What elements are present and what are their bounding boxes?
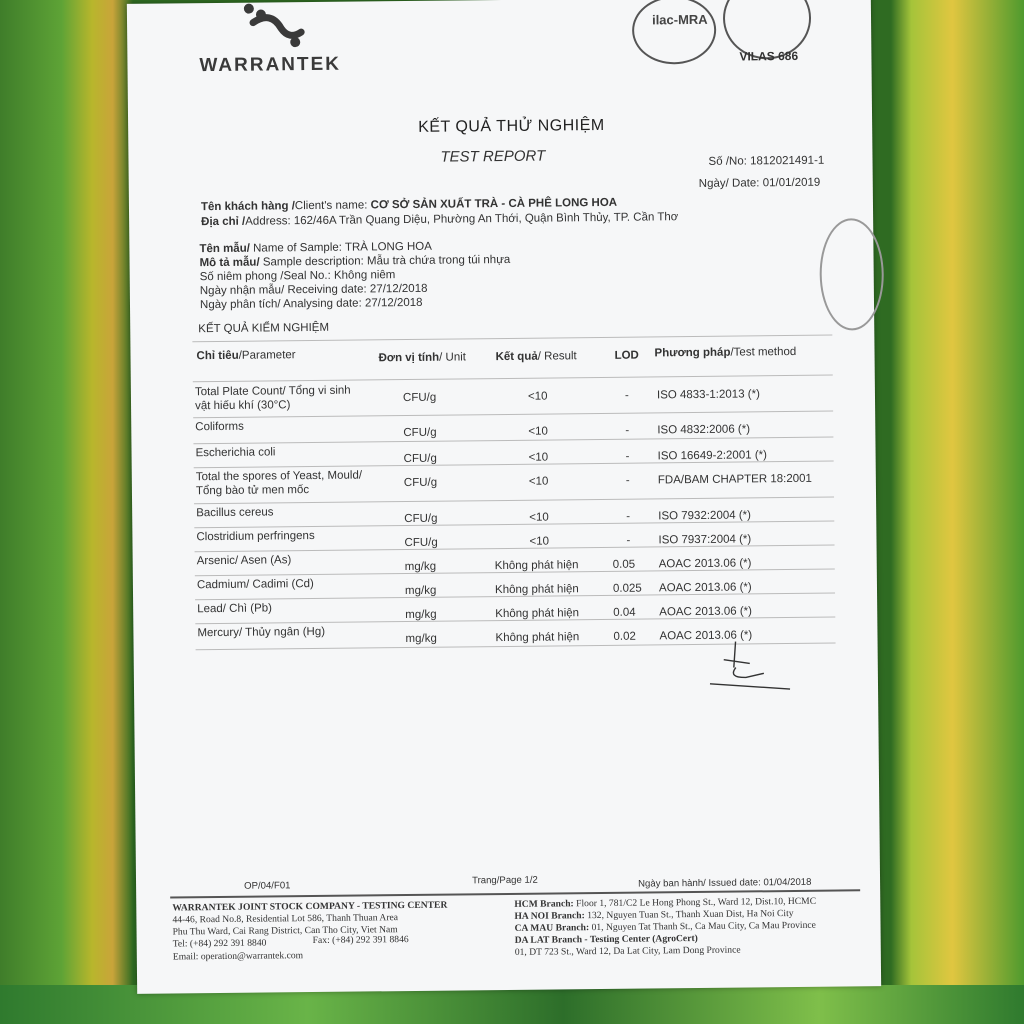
method-cell: AOAC 2013.06 (*) [658,581,752,595]
method-cell: ISO 7932:2004 (*) [658,509,751,523]
footer-hanoi-branch: HA NOI Branch: 132, Nguyen Tuan St., Thanh Xuan Dist, Ha Noi City [514,907,794,922]
lod-cell: - [626,534,631,547]
method-cell: AOAC 2013.06 (*) [659,629,753,643]
vilas-label: VILAS 686 [739,48,799,64]
parameter-cell: Total Plate Count/ Tổng vi sinh [194,384,351,399]
method-cell: ISO 4833-1:2013 (*) [656,388,760,402]
parameter-cell: Lead/ Chì (Pb) [197,602,273,616]
results-section-title: KẾT QUẢ KIỂM NGHIỆM [198,321,330,336]
unit-cell: CFU/g [403,476,438,490]
sample-analysing-line: Ngày phân tích/ Analysing date: 27/12/2018 [199,296,423,312]
issued-date: Ngày ban hành/ Issued date: 01/04/2018 [638,876,812,890]
parameter-cell: Bacillus cereus [196,506,274,520]
unit-cell: CFU/g [403,426,437,440]
result-cell: Không phát hiện [495,607,580,621]
parameter-cell-line2: Tổng bào tử men mốc [195,484,310,498]
table-divider [192,335,832,343]
parameter-cell: Cadmium/ Cadimi (Cd) [196,577,314,592]
footer-address-1: 44-46, Road No.8, Residential Lot 586, Thanh Thuan Area [172,912,399,926]
parameter-cell: Escherichia coli [195,446,276,460]
result-cell: <10 [529,511,549,524]
method-cell: ISO 16649-2:2001 (*) [657,449,767,463]
warrantek-logo-icon [235,2,307,49]
parameter-cell-line2: vật hiếu khí (30°C) [194,399,291,413]
unit-cell: CFU/g [402,391,437,405]
report-date: Ngày/ Date: 01/01/2019 [698,176,821,190]
table-row-divider [194,461,834,469]
method-cell: FDA/BAM CHAPTER 18:2001 [657,472,812,487]
side-stamp [819,218,884,331]
method-cell: ISO 4832:2006 (*) [657,423,751,437]
parameter-cell: Mercury/ Thủy ngân (Hg) [197,625,326,640]
footer-camau-branch: CA MAU Branch: 01, Nguyen Tat Thanh St., Ca Mau City, Ca Mau Province [514,919,816,934]
result-cell: <10 [527,390,548,403]
parameter-cell: Clostridium perfringens [196,529,315,544]
sample-receiving-line: Ngày nhận mẫu/ Receiving date: 27/12/2018 [199,282,428,298]
header-lod: LOD [614,349,639,362]
lod-cell: 0.02 [613,630,636,643]
company-logo-text: WARRANTEK [199,53,342,77]
lod-cell: 0.05 [612,558,636,571]
result-cell: Không phát hiện [494,583,579,597]
unit-cell: CFU/g [404,536,438,550]
unit-cell: CFU/g [404,512,438,526]
table-row-divider [193,411,833,419]
unit-cell: mg/kg [404,584,437,598]
footer-tel: Tel: (+84) 292 391 8840 [172,937,267,950]
method-cell: AOAC 2013.06 (*) [659,605,752,619]
footer-fax: Fax: (+84) 292 391 8846 [312,934,409,947]
result-cell: <10 [528,425,548,438]
footer-company-name: WARRANTEK JOINT STOCK COMPANY - TESTING CENTER [172,899,448,914]
lod-cell: - [626,510,631,523]
header-result: Kết quả/ Result [495,350,577,364]
lod-cell: - [624,389,629,402]
sample-name-line: Tên mẫu/ Name of Sample: TRÀ LONG HOA [199,240,432,256]
client-name-line: Tên khách hàng /Client's name: CƠ SỞ SẢN XUẤT TRÀ - CÀ PHÊ LONG HOA [200,196,618,214]
report-number: Số /No: 1812021491-1 [708,154,825,168]
result-cell: <10 [529,535,550,548]
parameter-cell: Coliforms [195,420,244,434]
test-report-document [127,0,881,994]
footer-dalat-branch: DA LAT Branch - Testing Center (AgroCert) [514,932,698,946]
form-code: OP/04/F01 [244,880,291,892]
header-parameter: Chỉ tiêu/Parameter [196,349,296,363]
result-cell: Không phát hiện [495,631,580,645]
lod-cell: - [625,474,630,487]
signature-mark [706,637,797,698]
table-row-divider [194,497,834,505]
method-cell: ISO 7937:2004 (*) [658,533,752,547]
unit-cell: mg/kg [405,632,437,646]
lod-cell: - [625,424,630,437]
sample-description-line: Mô tả mẫu/ Sample description: Mẫu trà chứa trong túi nhựa [199,253,511,270]
result-cell: <10 [528,451,549,464]
client-address-line: Địa chỉ /Address: 162/46A Trần Quang Diệu, Phường An Thới, Quận Bình Thủy, TP. Cần Thơ [201,211,679,229]
unit-cell: mg/kg [405,608,437,622]
page-number: Trang/Page 1/2 [471,874,538,887]
sample-seal-line: Số niêm phong /Seal No.: Không niêm [199,269,396,284]
unit-cell: CFU/g [403,452,437,466]
table-row-divider [193,437,833,445]
footer-hcm-branch: HCM Branch: Floor 1, 781/C2 Le Hong Phong St., Ward 12, Dist.10, HCMC [514,895,817,910]
footer-dalat-address: 01, DT 723 St., Ward 12, Da Lat City, Lam Dong Province [514,944,741,958]
header-method: Phương pháp/Test method [654,345,797,360]
lod-cell: 0.04 [613,606,636,619]
result-cell: Không phát hiện [494,559,579,573]
lod-cell: 0.025 [612,582,642,595]
lod-cell: - [625,450,630,463]
method-cell: AOAC 2013.06 (*) [658,557,752,571]
report-title-en: TEST REPORT [440,147,546,166]
table-row-divider [194,521,834,529]
parameter-cell: Total the spores of Yeast, Mould/ [195,469,363,484]
result-cell: <10 [528,475,549,488]
unit-cell: mg/kg [404,560,437,574]
ilac-mra-label: ilac-MRA [651,11,708,28]
table-row-divider [193,375,833,383]
header-unit: Đơn vị tính/ Unit [378,351,467,365]
parameter-cell: Arsenic/ Asen (As) [196,554,292,568]
ilac-mra-seal [632,0,717,65]
table-row-divider [195,545,835,553]
report-title-vi: KẾT QUẢ THỬ NGHIỆM [418,116,605,136]
footer-email: Email: operation@warrantek.com [172,950,304,963]
footer-address-2: Phu Thu Ward, Cai Rang District, Can Tho City, Viet Nam [172,924,398,938]
